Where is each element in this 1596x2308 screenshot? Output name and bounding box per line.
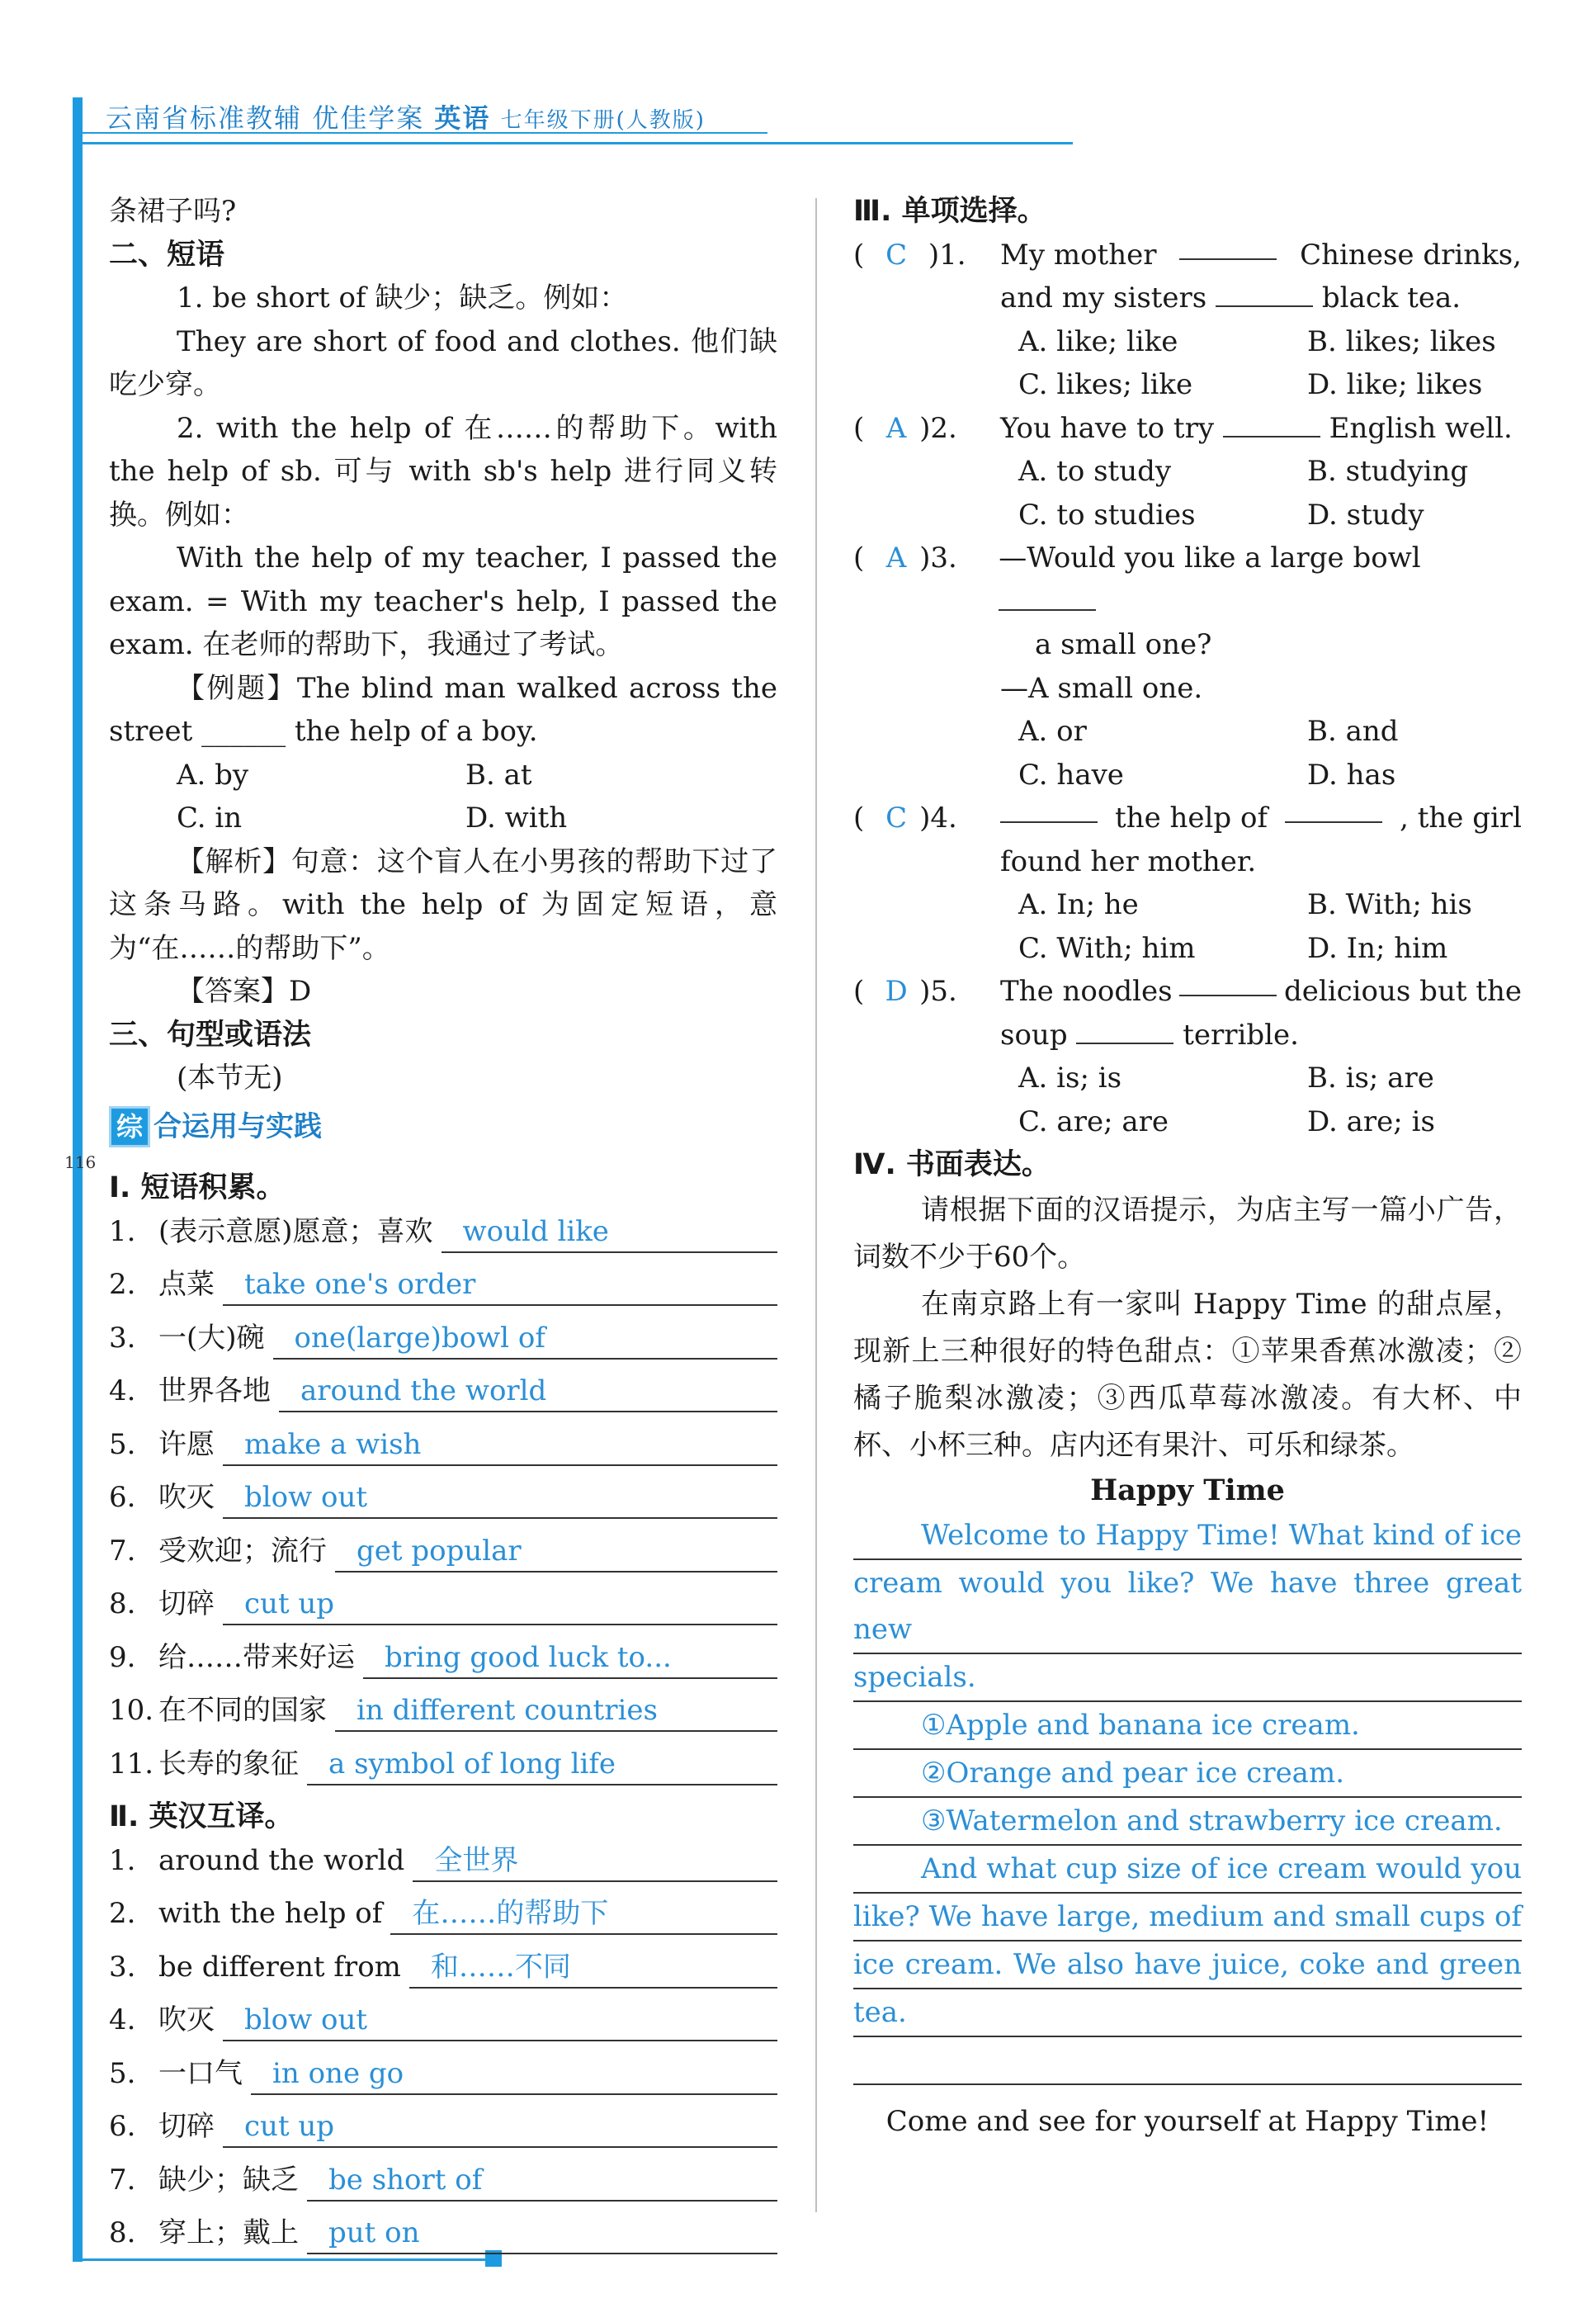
header-rule <box>73 142 1073 144</box>
section-3-title: 三、句型或语法 <box>109 1018 312 1052</box>
option: C. likes; like <box>1018 368 1193 401</box>
question-text: —A small one. <box>1000 671 1203 705</box>
essay-lines <box>853 1512 1522 2085</box>
fill-item <box>109 1210 777 1254</box>
answer-blank <box>1179 970 1277 996</box>
fill-item <box>109 1476 777 1520</box>
item-number: 10. <box>109 1694 154 1727</box>
phrase-2-example: With the help of my teacher, I passed the exam. = With my teacher's help, I passed the exam. 在老师的帮助下，我通过了考试。 <box>109 542 777 661</box>
option: D. like; likes <box>1307 368 1483 401</box>
part-I-title: Ⅰ. 短语积累。 <box>109 1171 286 1204</box>
item-number: 9. <box>109 1640 136 1674</box>
example-options-2 <box>109 797 777 840</box>
item-number: 3. <box>109 1950 136 1984</box>
item-prompt: with the help of <box>158 1897 383 1930</box>
item-number: 6. <box>109 1481 136 1514</box>
item-answer[interactable]: in one go <box>251 2054 777 2095</box>
question-text: found her mother. <box>1000 844 1257 878</box>
option: D. study <box>1307 498 1424 532</box>
header-book: 优佳学案 <box>312 102 425 134</box>
fill-item <box>109 1998 777 2042</box>
essay-line[interactable]: And what cup size of ice cream would you <box>853 1846 1522 1894</box>
phrase-2-head: 2. with the help of 在……的帮助下。with the help of sb. 可与 with sb's help 进行同义转换。例如： <box>109 411 777 532</box>
option: A. like; like <box>1018 324 1178 358</box>
item-answer[interactable]: be short of <box>307 2160 777 2202</box>
item-prompt: 吹灭 <box>158 1481 215 1514</box>
example-analysis: 【解析】句意：这个盲人在小男孩的帮助下过了这条马路。with the help of 为固定短语，意为“在……的帮助下”。 <box>109 844 777 965</box>
answer-letter: C <box>885 802 908 835</box>
question-text: a small one? <box>1035 628 1212 661</box>
option: D. are; is <box>1307 1104 1435 1138</box>
practice-banner <box>109 1105 777 1149</box>
item-prompt: (表示意愿)愿意；喜欢 <box>158 1214 433 1248</box>
left-column <box>109 190 777 2265</box>
item-number: 11. <box>109 1747 154 1781</box>
item-prompt: 许愿 <box>158 1427 215 1461</box>
answer-blank <box>1076 1018 1173 1044</box>
fill-item <box>109 2159 777 2202</box>
question-text: the help of <box>1115 802 1268 835</box>
item-answer[interactable]: make a wish <box>223 1425 777 1466</box>
answer-letter: A <box>885 542 907 575</box>
item-number: 3. <box>109 1321 136 1355</box>
answer-paren: ( D )5. <box>853 970 1000 1014</box>
item-number: 4. <box>109 1374 136 1407</box>
question-text: soup <box>1000 1018 1068 1052</box>
fill-item <box>109 1946 777 1989</box>
question-text: My mother <box>1000 238 1157 272</box>
fill-item <box>109 1689 777 1733</box>
section-3-none: (本节无) <box>177 1062 283 1095</box>
section-2-title: 二、短语 <box>109 238 225 272</box>
fill-item <box>109 2211 777 2255</box>
essay-title: Happy Time <box>1090 1473 1285 1507</box>
essay-closing: Come and see for yourself at Happy Time! <box>885 2105 1490 2138</box>
fill-item <box>109 2105 777 2149</box>
example-answer: 【答案】D <box>177 975 312 1008</box>
item-prompt: 一口气 <box>158 2056 243 2090</box>
item-answer[interactable]: a symbol of long life <box>307 1744 777 1785</box>
fill-item <box>109 1743 777 1786</box>
answer-paren: ( A )2. <box>853 407 1000 451</box>
fill-item <box>109 1317 777 1360</box>
item-prompt: 缺少；缺乏 <box>158 2163 299 2197</box>
question-number: )1. <box>928 238 966 272</box>
item-prompt: 穿上；戴上 <box>158 2216 299 2249</box>
item-prompt: 切碎 <box>158 1587 215 1620</box>
question-text: The noodles <box>1000 975 1173 1008</box>
mc-question-5 <box>853 970 1522 1143</box>
question-text: terrible. <box>1183 1018 1299 1052</box>
item-answer[interactable]: put on <box>307 2213 777 2254</box>
option: C. have <box>1018 758 1124 792</box>
option: A. to study <box>1018 455 1172 488</box>
part-II-list <box>109 1839 777 2255</box>
answer-blank <box>999 584 1096 611</box>
example-options-1 <box>109 754 777 797</box>
item-prompt: 吹灭 <box>158 2003 215 2036</box>
item-answer[interactable]: around the world <box>279 1371 777 1412</box>
item-answer[interactable]: one(large)bowl of <box>273 1318 777 1360</box>
answer-blank <box>1179 234 1277 260</box>
example-option: C. in <box>177 802 243 835</box>
essay-line[interactable]: specials. <box>853 1654 1522 1702</box>
header-series: 云南省标准教辅 <box>106 102 303 134</box>
writing-prompt: 请根据下面的汉语提示，为店主写一篇小广告，词数不少于60个。 <box>853 1193 1522 1274</box>
item-number: 7. <box>109 2163 136 2197</box>
phrase-1-head: 1. be short of 缺少；缺乏。例如： <box>177 281 628 315</box>
item-number: 5. <box>109 2056 136 2090</box>
essay-line[interactable]: tea. <box>853 1989 1522 2037</box>
banner-text: 合运用与实践 <box>153 1109 322 1143</box>
question-text: delicious but the <box>1284 975 1522 1008</box>
essay-line[interactable]: ②Orange and pear ice cream. <box>853 1750 1522 1798</box>
answer-blank <box>1223 411 1320 437</box>
item-answer[interactable]: 在……的帮助下 <box>390 1894 777 1935</box>
option: B. and <box>1307 715 1399 748</box>
item-answer[interactable]: take one's order <box>223 1265 777 1306</box>
mc-question-4 <box>853 797 1522 970</box>
answer-letter: C <box>885 238 908 272</box>
item-answer[interactable]: get popular <box>335 1531 777 1573</box>
option: A. or <box>1018 715 1087 748</box>
page-number: 116 <box>64 1152 97 1172</box>
question-text: black tea. <box>1321 281 1461 315</box>
item-prompt: 受欢迎；流行 <box>158 1534 327 1568</box>
essay-line[interactable]: like? We have large, medium and small cups of <box>853 1894 1522 1941</box>
option: B. likes; likes <box>1307 324 1496 358</box>
part-IV-title: Ⅳ. 书面表达。 <box>853 1148 1051 1181</box>
item-prompt: 在不同的国家 <box>158 1694 327 1727</box>
left-margin-bar <box>73 97 83 2262</box>
essay-line[interactable]: cream would you like? We have three great new <box>853 1560 1522 1654</box>
item-answer[interactable]: would like <box>441 1212 777 1253</box>
header-subject: 英语 <box>434 102 491 134</box>
option: B. With; his <box>1307 888 1472 921</box>
answer-letter: D <box>885 975 908 1008</box>
essay-line[interactable]: Welcome to Happy Time! What kind of ice <box>853 1512 1522 1560</box>
column-divider <box>815 198 817 2212</box>
item-prompt: 一(大)碗 <box>158 1321 265 1355</box>
item-number: 2. <box>109 1268 136 1301</box>
item-answer[interactable]: blow out <box>223 1478 777 1519</box>
essay-line[interactable] <box>853 2037 1522 2085</box>
item-number: 6. <box>109 2110 136 2143</box>
mc-question-2 <box>853 407 1522 537</box>
question-text: —Would you like a large bowl <box>999 542 1421 575</box>
part-II-title: Ⅱ. 英汉互译。 <box>109 1800 294 1833</box>
header-grade: 七年级下册(人教版) <box>500 108 706 133</box>
question-number: )2. <box>919 411 957 445</box>
phrase-1-example: They are short of food and clothes. 他们缺吃少穿。 <box>109 324 777 401</box>
item-answer[interactable]: in different countries <box>335 1691 777 1732</box>
fill-item <box>109 1582 777 1626</box>
question-text: English well. <box>1329 411 1513 445</box>
fill-item <box>109 1636 777 1680</box>
item-number: 8. <box>109 1587 136 1620</box>
item-answer[interactable]: cut up <box>223 1584 777 1625</box>
answer-paren: ( C )1. <box>853 234 1000 277</box>
example-option: A. by <box>177 758 249 792</box>
option: D. In; him <box>1307 931 1448 965</box>
fill-item <box>109 1423 777 1467</box>
answer-blank <box>1285 797 1382 823</box>
example-option: B. at <box>465 758 532 792</box>
question-number: )5. <box>919 975 957 1008</box>
part-III-title: Ⅲ. 单项选择。 <box>853 195 1046 228</box>
essay-line[interactable]: ice cream. We also have juice, coke and green <box>853 1941 1522 1989</box>
essay-line[interactable]: ①Apple and banana ice cream. <box>853 1702 1522 1750</box>
item-number: 7. <box>109 1534 136 1568</box>
mc-question-1 <box>853 234 1522 407</box>
item-answer[interactable]: 全世界 <box>413 1841 777 1882</box>
item-answer[interactable]: 和……不同 <box>409 1947 777 1989</box>
answer-blank <box>1000 797 1098 823</box>
item-number: 4. <box>109 2003 136 2036</box>
item-prompt: 长寿的象征 <box>158 1747 299 1781</box>
continued-line: 条裙子吗? <box>109 195 237 228</box>
item-prompt: be different from <box>158 1950 401 1984</box>
banner-badge: 综 <box>109 1106 150 1147</box>
example-option: D. with <box>465 802 568 835</box>
example-question: 【例题】The blind man walked across the street ______ the help of a boy. <box>109 671 777 748</box>
item-number: 5. <box>109 1427 136 1461</box>
option: A. In; he <box>1018 888 1139 921</box>
item-number: 1. <box>109 1843 136 1877</box>
option: A. is; is <box>1018 1062 1122 1095</box>
option: C. With; him <box>1018 931 1196 965</box>
item-number: 1. <box>109 1214 136 1248</box>
item-number: 8. <box>109 2216 136 2249</box>
fill-item <box>109 2052 777 2096</box>
item-number: 2. <box>109 1897 136 1930</box>
answer-blank <box>1216 281 1313 307</box>
fill-item <box>109 1369 777 1413</box>
mc-question-3 <box>853 537 1522 797</box>
option: B. is; are <box>1307 1062 1434 1095</box>
item-answer[interactable]: bring good luck to... <box>363 1638 777 1679</box>
item-answer[interactable]: blow out <box>223 2000 777 2041</box>
question-text: , the girl <box>1400 802 1522 835</box>
item-answer[interactable]: cut up <box>223 2107 777 2148</box>
option: B. studying <box>1307 455 1469 488</box>
option: C. to studies <box>1018 498 1196 532</box>
fill-item <box>109 1892 777 1936</box>
item-prompt: 世界各地 <box>158 1374 271 1407</box>
question-text: and my sisters <box>1000 281 1207 315</box>
item-prompt: around the world <box>158 1843 405 1877</box>
option: C. are; are <box>1018 1104 1169 1138</box>
fill-item <box>109 1839 777 1883</box>
item-prompt: 切碎 <box>158 2110 215 2143</box>
answer-paren: ( C )4. <box>853 797 1000 840</box>
answer-letter: A <box>885 411 907 445</box>
fill-item <box>109 1530 777 1573</box>
writing-hint: 在南京路上有一家叫 Happy Time 的甜点屋，现新上三种很好的特色甜点：①苹果香蕉冰激凌；②橘子脆梨冰激凌；③西瓜草莓冰激凌。有大杯、中杯、小杯三种。店内还有果汁、可乐和绿茶。 <box>853 1287 1522 1462</box>
question-text: Chinese drinks, <box>1300 238 1522 272</box>
item-prompt: 给……带来好运 <box>158 1640 355 1674</box>
page-header <box>106 97 706 135</box>
question-number: )3. <box>919 542 957 575</box>
item-prompt: 点菜 <box>158 1268 215 1301</box>
part-I-list <box>109 1210 777 1786</box>
essay-line[interactable]: ③Watermelon and strawberry ice cream. <box>853 1798 1522 1846</box>
answer-paren: ( A )3. <box>853 537 999 623</box>
question-text: You have to try <box>1000 411 1215 445</box>
question-number: )4. <box>919 802 957 835</box>
option: D. has <box>1307 758 1396 792</box>
right-column <box>853 190 1522 2144</box>
fill-item <box>109 1263 777 1307</box>
